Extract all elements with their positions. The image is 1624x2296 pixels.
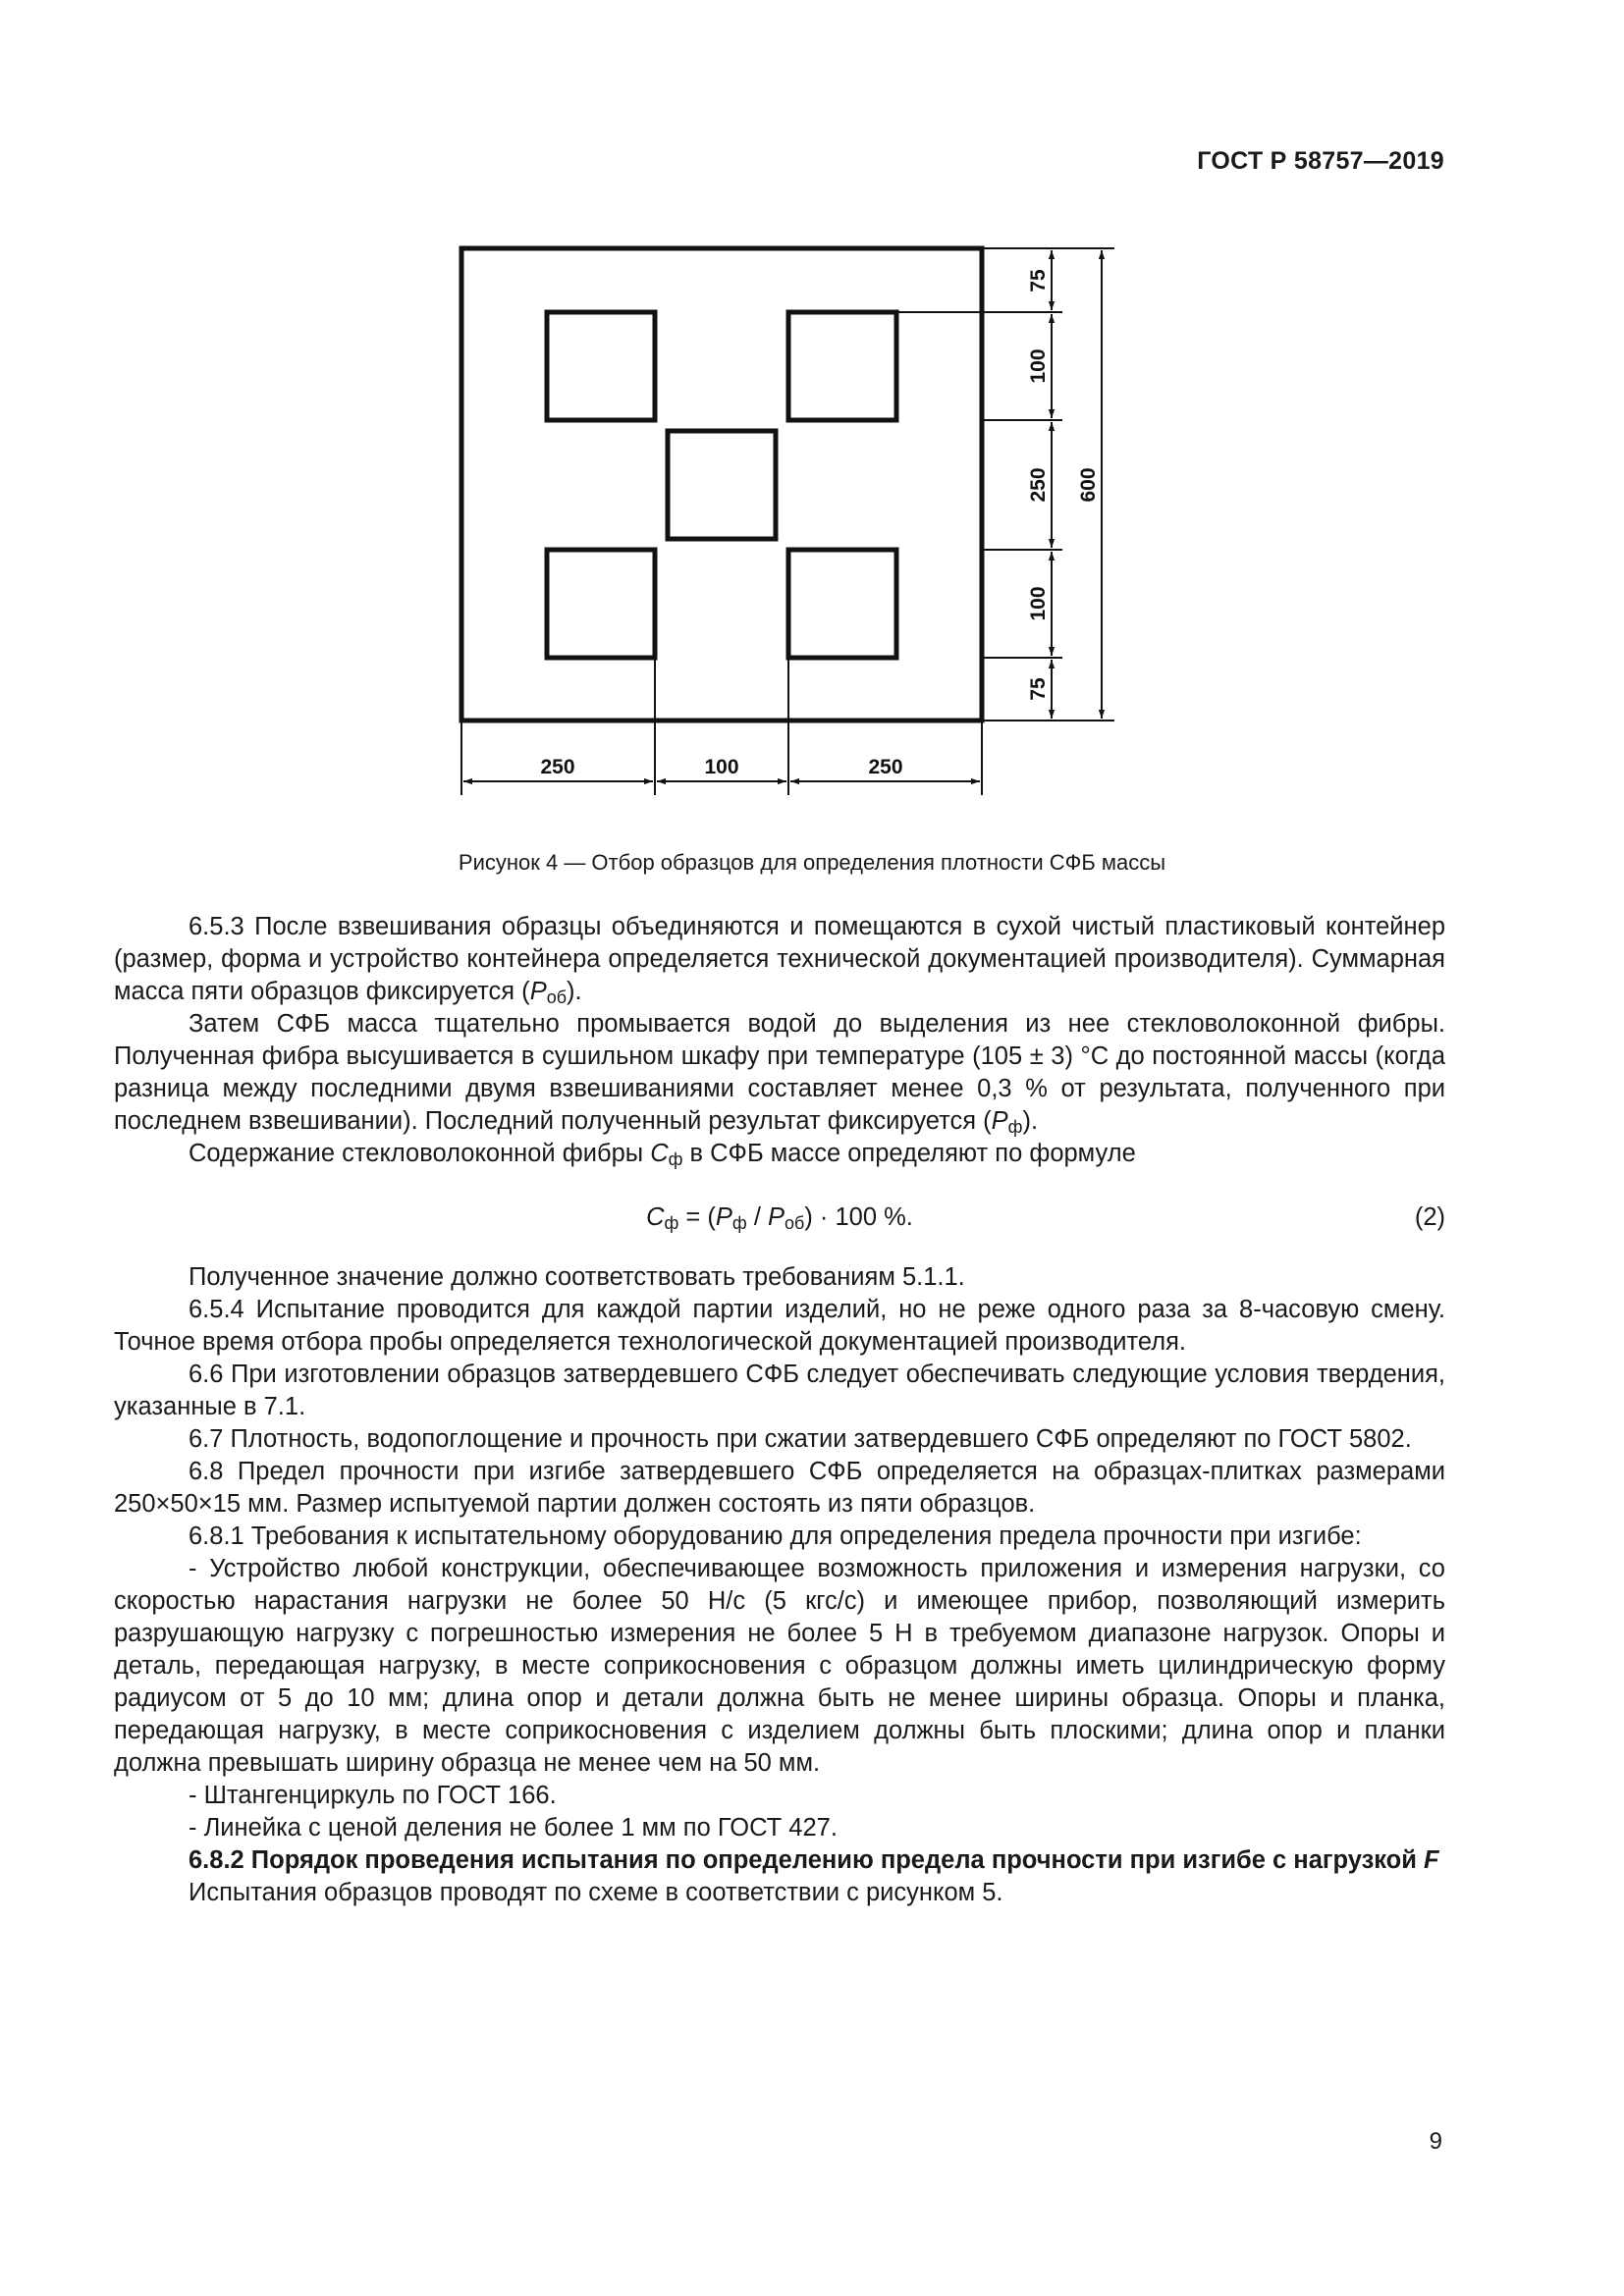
- paragraph-6-5-4: 6.5.4 Испытание проводится для каждой партии изделий, но не реже одного раза за 8-часовую смену. Точное время отбора пробы определяется технологической документацией производителя.: [114, 1296, 1445, 1356]
- formula-2: $C_ф = (P_ф / P_{об}) \cdot 100$ %. (2): [646, 1203, 1445, 1233]
- paragraph-test-scheme: Испытания образцов проводят по схеме в соответствии с рисунком 5.: [189, 1879, 1003, 1906]
- sample-square-top-left: [547, 312, 655, 420]
- list-item-ruler: - Линейка с ценой деления не более 1 мм по ГОСТ 427.: [189, 1814, 838, 1842]
- document-header: ГОСТ Р 58757—2019: [1197, 147, 1444, 175]
- paragraph-6-8-1: 6.8.1 Требования к испытательному оборудованию для определения предела прочности при изгибе:: [189, 1522, 1362, 1550]
- dim-label-right-4: 100: [1027, 586, 1050, 621]
- paragraph-fiber-content: Содержание стекловолоконной фибры $C_ф$ в СФБ массе определяют по формуле: [189, 1140, 1136, 1169]
- sample-square-bottom-right: [788, 550, 896, 658]
- dim-label-bottom-3: 250: [868, 756, 903, 778]
- dim-label-right-1: 75: [1027, 269, 1050, 293]
- paragraph-fiber-washing: Затем СФБ масса тщательно промывается водой до выделения из нее стекловолоконной фибры. Полученная фибра высушивается в сушильном шкафу при температуре (105 ± 3) °С до постоянной массы (когда разница между последними двумя взвешиваниями составляет менее 0,3 % от результата, полученного при последнем взвешивании). Последний полученный результат фиксируется $(P_ф)$.: [114, 1010, 1445, 1137]
- dim-label-total: 600: [1077, 467, 1100, 503]
- page-number: 9: [1429, 2128, 1442, 2155]
- dim-label-right-3: 250: [1027, 467, 1050, 503]
- sample-square-top-right: [788, 312, 896, 420]
- sample-square-bottom-left: [547, 550, 655, 658]
- paragraph-6-8: 6.8 Предел прочности при изгибе затвердевшего СФБ определяется на образцах-плитках размерами 250×50×15 мм. Размер испытуемой партии должен состоять из пяти образцов.: [114, 1458, 1445, 1518]
- list-item-caliper: - Штангенциркуль по ГОСТ 166.: [189, 1782, 557, 1809]
- figure-sampling-scheme: [0, 0, 1624, 844]
- figure-caption: Рисунок 4 — Отбор образцов для определения плотности СФБ массы: [458, 850, 1166, 875]
- paragraph-6-5-3: 6.5.3 После взвешивания образцы объединяются и помещаются в сухой чистый пластиковый контейнер (размер, форма и устройство контейнера определяется технической документацией производителя). Суммарная масса пяти образцов фиксируется $(P_{об})$.: [114, 913, 1445, 1007]
- heading-6-8-2: 6.8.2 Порядок проведения испытания по определению предела прочности при изгибе с нагрузкой F: [189, 1846, 1439, 1874]
- formula-number: (2): [1414, 1203, 1445, 1231]
- dim-label-right-5: 75: [1027, 677, 1050, 701]
- dim-label-bottom-2: 100: [704, 756, 739, 778]
- dim-label-bottom-1: 250: [540, 756, 575, 778]
- paragraph-6-6: 6.6 При изготовлении образцов затвердевшего СФБ следует обеспечивать следующие условия твердения, указанные в 7.1.: [114, 1361, 1445, 1420]
- sample-square-center: [668, 431, 776, 539]
- list-item-device: - Устройство любой конструкции, обеспечивающее возможность приложения и измерения нагрузки, со скоростью нарастания нагрузки не более 50 Н/с (5 кгс/с) и имеющее прибор, позволяющий измерить разрушающую нагрузку с погрешностью измерения не более 5 Н в требуемом диапазоне нагрузок. Опоры и деталь, передающая нагрузку, в месте соприкосновения с образцом должны иметь цилиндрическую форму радиусом от 5 до 10 мм; длина опор и детали должна быть не менее ширины образца. Опоры и планка, передающая нагрузку, в месте соприкосновения с изделием должны быть плоскими; длина опор и планки должна превышать ширину образца не менее чем на 50 мм.: [114, 1555, 1445, 1777]
- panel-outline: [461, 248, 982, 721]
- paragraph-requirements: Полученное значение должно соответствовать требованиям 5.1.1.: [189, 1263, 965, 1291]
- dim-label-right-2: 100: [1027, 348, 1050, 384]
- body-text: [114, 911, 1445, 1909]
- paragraph-6-7: 6.7 Плотность, водопоглощение и прочность при сжатии затвердевшего СФБ определяют по ГОСТ 5802.: [189, 1425, 1412, 1453]
